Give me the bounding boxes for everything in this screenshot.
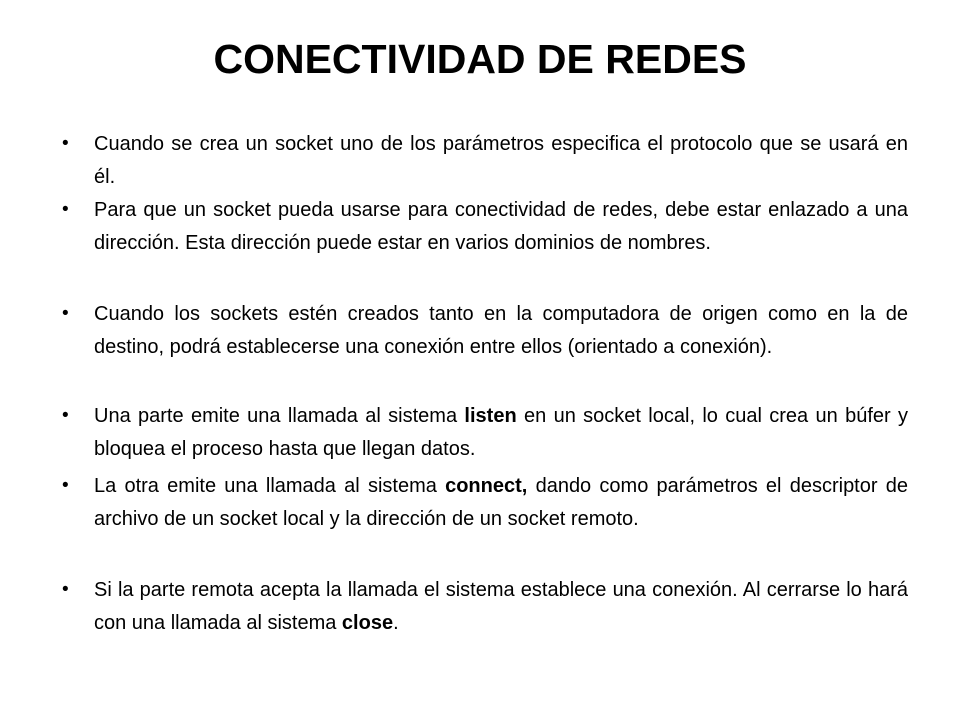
bullet-marker: • — [62, 303, 69, 324]
bullet-text-part: Una parte emite una llamada al sistema — [94, 405, 465, 427]
bullet-text-part: Para que un socket pueda usarse para conectividad de redes, debe estar enlazado a una dirección. Esta dirección puede estar en varios dominios de nombres. — [94, 199, 908, 254]
bullet-marker: • — [62, 579, 69, 600]
bullet-text-part: La otra emite una llamada al sistema — [94, 475, 446, 497]
bullet-text — [94, 574, 908, 639]
bullet-marker: • — [62, 475, 69, 496]
bullet-text-part: dando como parámetros el descriptor de archivo de un socket local y la dirección de un socket remoto. — [94, 475, 908, 530]
bullet-text-part: Cuando los sockets estén creados tanto en la computadora de origen como en la de destino, podrá establecerse una conexión entre ellos (orientado a conexión). — [94, 303, 908, 358]
bullet-marker: • — [62, 133, 69, 154]
bullet-marker: • — [62, 405, 69, 426]
bullet-text — [94, 470, 908, 535]
keyword-listen: listen — [464, 405, 517, 427]
bullet-text — [94, 194, 908, 259]
keyword-connect: connect, — [445, 475, 528, 497]
bullet-marker: • — [62, 199, 69, 220]
slide-title: CONECTIVIDAD DE REDES — [213, 36, 747, 82]
bullet-text — [94, 298, 908, 363]
bullet-text — [94, 128, 908, 193]
keyword-close: close — [341, 611, 394, 634]
bullet-text-part: Si la parte remota acepta la llamada el sistema establece una conexión. Al cerrarse lo hará con una llamada al sistema — [94, 579, 908, 634]
bullet-text-part: en un socket local, lo cual crea un búfer y bloquea el proceso hasta que llegan datos. — [94, 405, 909, 460]
bullet-text-part: . — [393, 611, 399, 634]
bullet-text — [94, 400, 908, 465]
bullet-text-part: Cuando se crea un socket uno de los parámetros especifica el protocolo que se usará en él. — [94, 133, 908, 188]
